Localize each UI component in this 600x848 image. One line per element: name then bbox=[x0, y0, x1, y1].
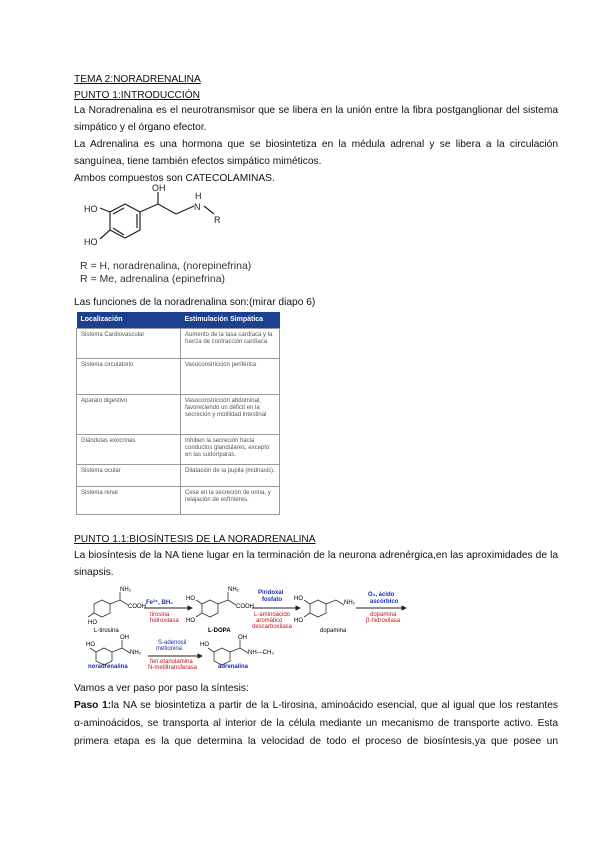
intro-p1-line2: simpático y el órgano efector. bbox=[74, 122, 207, 133]
step3-cofactor: O₂, ácido bbox=[368, 592, 395, 598]
biosynthesis-pathway bbox=[86, 584, 410, 671]
nh2-label: NH₂ bbox=[130, 650, 141, 656]
table-cell: Dilatación de la pupila (midriasis). bbox=[181, 465, 280, 487]
nh2-label: NH₂ bbox=[344, 600, 355, 606]
table-cell: Aparato digestivo bbox=[77, 395, 181, 435]
step4-cofactor: S-adenosil bbox=[158, 640, 187, 646]
table-header-localizacion: Localización bbox=[77, 312, 181, 329]
table-cell: Sistema Cardiovascular bbox=[77, 329, 181, 359]
table-cell: Sistema ocular bbox=[77, 465, 181, 487]
step1-enzyme: hidroxilasa bbox=[150, 618, 179, 624]
step1-enzyme: tirosina bbox=[150, 612, 170, 618]
functions-table bbox=[76, 312, 280, 515]
ltirosina-label: L-tirosina bbox=[94, 628, 119, 634]
noradrenalina-label: noradrenalina bbox=[88, 664, 128, 670]
step3-enzyme: β-hidroxilasa bbox=[366, 618, 401, 624]
ho-label: HO bbox=[186, 596, 195, 602]
paso1-label: Paso 1: bbox=[74, 700, 112, 711]
punto11-paragraph bbox=[74, 547, 558, 581]
step2-enzyme: L-aminoácido bbox=[254, 612, 291, 618]
dopamina-label: dopamina bbox=[320, 628, 347, 634]
table-row bbox=[77, 487, 280, 515]
ldopa-ring bbox=[202, 600, 218, 617]
ho-label: HO bbox=[294, 596, 303, 602]
paso1-line1-text: la NA se biosintetiza a partir de la L-tirosina, aminoácido esencial, que al igual que los restantes bbox=[111, 700, 558, 711]
benzene-ring bbox=[110, 204, 140, 238]
dopamina-ring bbox=[310, 600, 326, 617]
table-row bbox=[77, 435, 280, 465]
punto11-line1: La biosíntesis de la NA tiene lugar en la terminación de la neurona adrenérgica,en las aproximidades de la bbox=[74, 550, 558, 561]
intro-p2-line2: sanguínea, tiene también efectos simpático miméticos. bbox=[74, 156, 322, 167]
cooh-label: COOH bbox=[128, 604, 146, 610]
ldopa-label: L-DOPA bbox=[208, 628, 231, 634]
ho-upper-label: HO bbox=[84, 204, 98, 214]
ho-label: HO bbox=[294, 618, 303, 624]
table-row bbox=[77, 329, 280, 359]
tema-heading: TEMA 2:NORADRENALINA bbox=[74, 74, 201, 85]
table-cell: Sistema renal bbox=[77, 487, 181, 515]
table-cell: Glándulas exocrinas bbox=[77, 435, 181, 465]
step3-enzyme: dopamina bbox=[370, 612, 397, 618]
step4-enzyme: N-metiltransferasa bbox=[148, 665, 198, 671]
intro-p1-line1: La Noradrenalina es el neurotransmisor que se libera en la unión entre la fibra postganglionar del sistema bbox=[74, 105, 558, 116]
table-cell: Inhiben la secreción hacia conductos glandulares, excepto en las sudoríparas. bbox=[181, 435, 280, 465]
table-cell: Aumento de la tasa cardíaca y la fuerza de contracción cardíaca bbox=[181, 329, 280, 359]
step4-cofactor: metionina bbox=[156, 646, 183, 652]
nh2-label: NH₂ bbox=[228, 587, 239, 593]
table-cell: Sistema circulatorio bbox=[77, 359, 181, 395]
ho-lower-label: HO bbox=[84, 237, 98, 247]
table-row bbox=[77, 465, 280, 487]
h-label: H bbox=[195, 191, 202, 201]
table-cell: Vasoconstricción abdominal, favoreciendo un déficit en la secreción y motilidad intestinal bbox=[181, 395, 280, 435]
paso1-paragraph bbox=[74, 697, 558, 751]
table-cell: Cese en la secreción de orina, y relajación de esfínteres. bbox=[181, 487, 280, 515]
paso1-line3: primera etapa es la que determina la velocidad de todo el proceso de biosíntesis,ya que posee un bbox=[74, 736, 558, 747]
step2-enzyme: aromático bbox=[256, 618, 283, 624]
punto11-line2: sinapsis. bbox=[74, 567, 114, 578]
paso1-line1 bbox=[74, 697, 558, 715]
catecholamine-structure bbox=[80, 184, 280, 264]
oh-top-label: OH bbox=[152, 183, 166, 193]
n-label: N bbox=[194, 202, 201, 212]
oh-label: OH bbox=[238, 635, 247, 641]
r-label: R bbox=[214, 215, 221, 225]
paso1-line2: α-aminoácidos, se transporta al interior de la célula mediante un mecanismo de transporte activo. Esta bbox=[74, 718, 558, 729]
structure-caption-2: R = Me, adrenalina (epinefrina) bbox=[80, 273, 226, 285]
step4-enzyme: fen.etanolamina bbox=[150, 659, 193, 665]
table-header-estimulacion: Estimulación Simpática bbox=[181, 312, 280, 329]
adrenalina-ring bbox=[214, 648, 230, 665]
intro-paragraphs bbox=[74, 102, 558, 187]
ho-label: HO bbox=[86, 642, 95, 648]
funciones-line: Las funciones de la noradrenalina son:(mirar diapo 6) bbox=[74, 297, 316, 308]
nh2-label: NH₂ bbox=[120, 587, 131, 593]
table-row bbox=[77, 359, 280, 395]
punto1-heading: PUNTO 1:INTRODUCCIÓN bbox=[74, 90, 201, 101]
punto11-heading: PUNTO 1.1:BIOSÍNTESIS DE LA NORADRENALINA bbox=[74, 534, 316, 545]
ho-label: HO bbox=[186, 618, 195, 624]
nh-ch3-label: NH—CH₃ bbox=[248, 650, 274, 656]
paso-intro: Vamos a ver paso por paso la síntesis: bbox=[74, 683, 249, 694]
intro-p2-line1: La Adrenalina es una hormona que se biosintetiza en la médula adrenal y se libera a la circulación bbox=[74, 139, 558, 150]
cooh-label: COOH bbox=[236, 604, 254, 610]
noradrenalina-ring bbox=[96, 648, 112, 665]
tirosina-ring bbox=[94, 600, 110, 617]
adrenalina-label: adrenalina bbox=[218, 664, 249, 670]
structure-caption-1: R = H, noradrenalina, (norepinefrina) bbox=[80, 260, 252, 272]
step1-cofactor: Fe²⁺, BH₄ bbox=[146, 600, 174, 606]
ho-label: HO bbox=[88, 620, 97, 626]
table-header-row bbox=[77, 312, 280, 329]
table-row bbox=[77, 395, 280, 435]
intro-p3: Ambos compuestos son CATECOLAMINAS. bbox=[74, 173, 275, 184]
step2-enzyme: descarboxilasa bbox=[252, 624, 293, 630]
ho-label: HO bbox=[200, 642, 209, 648]
table-cell: Vasoconstricción periférica bbox=[181, 359, 280, 395]
step2-cofactor: Piridoxal bbox=[258, 590, 284, 596]
step2-cofactor: fosfato bbox=[262, 597, 282, 603]
step3-cofactor: ascórbico bbox=[370, 599, 399, 605]
oh-label: OH bbox=[120, 635, 129, 641]
